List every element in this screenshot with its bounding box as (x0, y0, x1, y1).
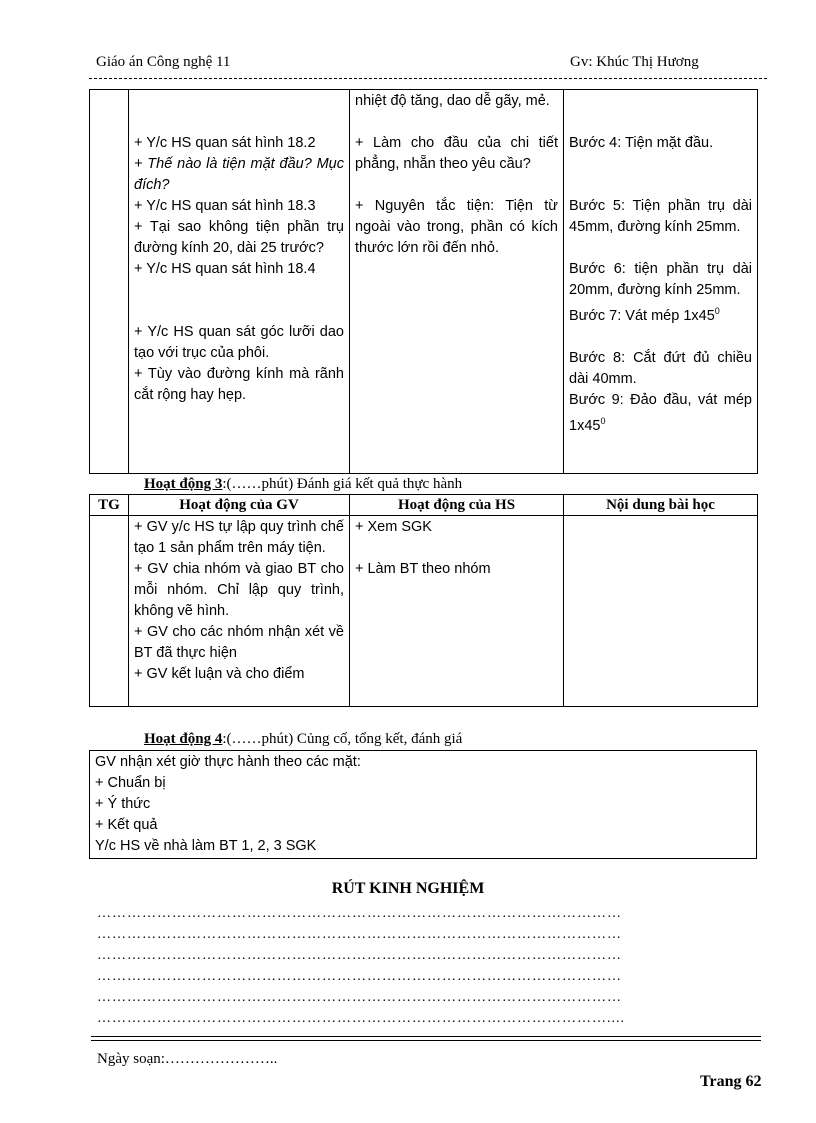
lesson-table-continued (89, 89, 758, 474)
step-item: Bước 7: Vát mép 1x45 (569, 307, 715, 324)
hs-item: + Nguyên tắc tiện: Tiện từ ngoài vào trong, phần có kích thước lớn rồi đến nhỏ. (355, 198, 558, 256)
content-cell (564, 516, 758, 707)
content-cell (564, 90, 758, 474)
dotted-line: …………………………………………………………………………………………… (97, 927, 622, 942)
dotted-line: …………………………………………………………………………………………… (97, 969, 622, 984)
header-divider (89, 78, 767, 79)
hs-activity-cell (350, 516, 564, 707)
header-right: Gv: Khúc Thị Hương (570, 54, 699, 70)
activity3-table (89, 494, 758, 707)
dotted-line: …………………………………………………………………………………………… (97, 906, 622, 921)
prepared-date: Ngày soạn:………………….. (97, 1051, 278, 1067)
gv-item: + GV cho các nhóm nhận xét về BT đã thực hiện (134, 624, 344, 661)
activity4-box (89, 750, 757, 859)
summary-cell (90, 751, 757, 859)
double-rule-top (91, 1036, 761, 1037)
section-title: RÚT KINH NGHIỆM (331, 880, 485, 897)
gv-activity-cell (129, 516, 350, 707)
superscript: 0 (714, 306, 720, 316)
superscript: 0 (600, 415, 606, 426)
double-rule-bottom (91, 1040, 761, 1041)
step-item: Bước 9: Đảo đầu, vát mép 1x45 (569, 391, 752, 434)
summary-line: + Ý thức (95, 796, 151, 812)
gv-item: + Y/c HS quan sát hình 18.3 (134, 198, 316, 214)
col-header-tg: TG (90, 495, 129, 516)
gv-activity-cell (129, 90, 350, 474)
col-header-gv: Hoạt động của GV (129, 495, 350, 516)
step-item: Bước 6: tiện phần trụ dài 20mm, đường kính 25mm. (569, 261, 752, 298)
activity4-label: Hoạt động 4 (144, 731, 223, 747)
hs-item: + Làm cho đầu của chi tiết phẳng, nhẵn theo yêu cầu? (355, 135, 558, 172)
gv-item: + Tùy vào đường kính mà rãnh cắt rộng hay hẹp. (134, 366, 344, 403)
tg-cell (90, 90, 129, 474)
gv-item: + Y/c HS quan sát góc lưỡi dao tạo với trục của phôi. (134, 324, 344, 361)
activity4-title (144, 731, 462, 748)
header-left: Giáo án Công nghệ 11 (96, 54, 231, 70)
hs-activity-cell (350, 90, 564, 474)
gv-item: + Thế nào là tiện mặt đầu? Mục đích? (134, 156, 344, 193)
col-header-hs: Hoạt động của HS (350, 495, 564, 516)
gv-item: + GV chia nhóm và giao BT cho mỗi nhóm. Chỉ lập quy trình, không vẽ hình. (134, 561, 344, 619)
summary-line: GV nhận xét giờ thực hành theo các mặt: (95, 754, 361, 770)
step-item: Bước 5: Tiện phần trụ dài 45mm, đường kính 25mm. (569, 198, 752, 235)
summary-line: + Kết quả (95, 817, 158, 833)
gv-item: + Y/c HS quan sát hình 18.4 (134, 261, 316, 277)
dotted-line: ………………………………………………………………………………………….... (97, 1011, 625, 1026)
summary-line: + Chuẩn bị (95, 775, 166, 791)
page-number: Trang 62 (700, 1073, 762, 1090)
step-item: Bước 8: Cắt đứt đủ chiều dài 40mm. (569, 349, 752, 387)
col-header-content: Nội dung bài học (564, 495, 758, 516)
summary-line: Y/c HS về nhà làm BT 1, 2, 3 SGK (95, 838, 317, 854)
activity3-label: Hoạt động 3 (144, 476, 223, 492)
gv-item: + Y/c HS quan sát hình 18.2 (134, 135, 316, 151)
gv-item: + GV y/c HS tự lập quy trình chế tạo 1 sản phẩm trên máy tiện. (134, 519, 344, 556)
dotted-line: …………………………………………………………………………………………… (97, 948, 622, 963)
tg-cell (90, 516, 129, 707)
step-item: Bước 4: Tiện mặt đầu. (569, 135, 714, 151)
activity4-rest: :(……phút) Củng cố, tổng kết, đánh giá (222, 731, 463, 747)
hs-item: nhiệt độ tăng, dao dễ gãy, mẻ. (355, 93, 550, 109)
hs-item: + Làm BT theo nhóm (355, 561, 491, 577)
gv-item: + Tại sao không tiện phần trụ đường kính 20, dài 25 trước? (134, 219, 344, 256)
activity3-rest: :(……phút) Đánh giá kết quả thực hành (222, 476, 463, 492)
hs-item: + Xem SGK (355, 519, 432, 535)
dotted-line: …………………………………………………………………………………………… (97, 990, 622, 1005)
gv-item: + GV kết luận và cho điểm (134, 666, 305, 682)
activity3-title (144, 476, 462, 493)
